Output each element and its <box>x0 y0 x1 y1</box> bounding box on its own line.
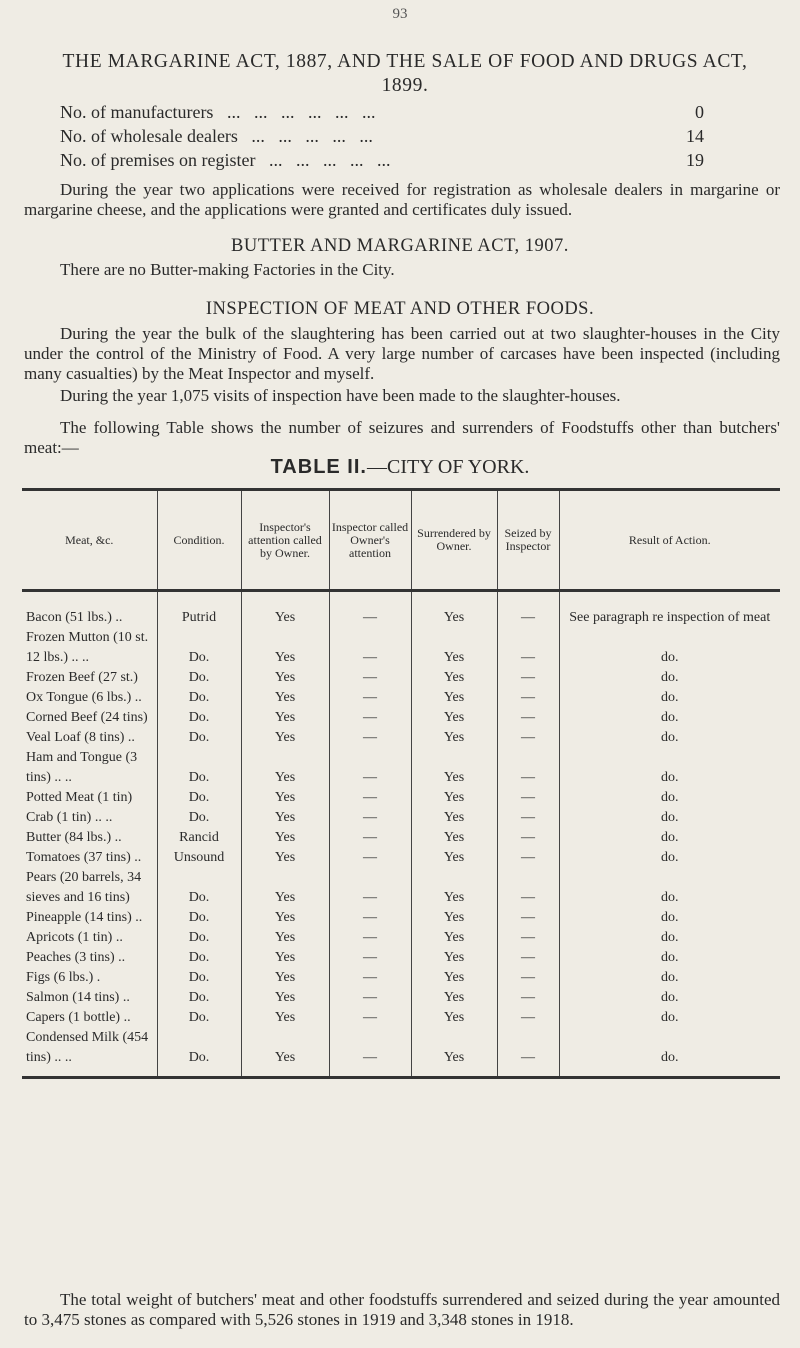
cell-seized: — <box>497 808 559 828</box>
cell-seized: — <box>497 948 559 968</box>
registration-counts <box>60 100 760 172</box>
cell-surrendered: Yes <box>411 591 497 629</box>
registration-paragraph: During the year two applications were received for registration as wholesale dealers in margarine or margarine cheese, and the applications were granted and certificates duly issued. <box>24 180 780 219</box>
count-row-wholesale-dealers <box>60 124 760 148</box>
cell-owner-attention: — <box>329 708 411 728</box>
count-value: 19 <box>686 150 704 170</box>
cell-inspector-attention: Yes <box>241 708 329 728</box>
cell-meat: Salmon (14 tins) .. <box>26 990 130 1005</box>
butter-act-heading: BUTTER AND MARGARINE ACT, 1907. <box>231 236 569 256</box>
cell-owner-attention: — <box>329 688 411 708</box>
cell-seized: — <box>497 748 559 788</box>
table-row <box>22 828 780 848</box>
table-row <box>22 868 780 908</box>
slaughter-paragraph: During the year the bulk of the slaughtering has been carried out at two slaughter-houses in the City under the control of the Ministry of Food. A very large number of carcases have been inspected (including many casualties) by the Meat Inspector and myself. <box>24 324 780 383</box>
count-value: 0 <box>695 102 704 122</box>
inspection-heading: INSPECTION OF MEAT AND OTHER FOODS. <box>205 299 595 319</box>
table-row <box>22 728 780 748</box>
cell-owner-attention: — <box>329 928 411 948</box>
cell-owner-attention: — <box>329 668 411 688</box>
cell-condition: Do. <box>157 988 241 1008</box>
visits-paragraph: During the year 1,075 visits of inspection have been made to the slaughter-houses. <box>60 386 621 405</box>
cell-meat: Bacon (51 lbs.) .. <box>26 610 123 625</box>
table-body <box>22 591 780 1078</box>
cell-result: do. <box>559 968 780 988</box>
cell-result: do. <box>559 808 780 828</box>
cell-condition: Do. <box>157 1008 241 1028</box>
cell-meat: Veal Loaf (8 tins) .. <box>26 730 135 745</box>
cell-result: See paragraph re inspection of meat <box>559 591 780 629</box>
cell-meat: Apricots (1 tin) .. <box>26 930 123 945</box>
cell-seized: — <box>497 848 559 868</box>
cell-seized: — <box>497 628 559 668</box>
cell-condition: Do. <box>157 928 241 948</box>
cell-surrendered: Yes <box>411 708 497 728</box>
table-header-row <box>22 490 780 591</box>
cell-surrendered: Yes <box>411 748 497 788</box>
cell-surrendered: Yes <box>411 988 497 1008</box>
cell-condition: Do. <box>157 1028 241 1078</box>
cell-condition: Do. <box>157 908 241 928</box>
cell-result: do. <box>559 1028 780 1078</box>
cell-seized: — <box>497 1008 559 1028</box>
table-row <box>22 748 780 788</box>
count-label: No. of premises on register ... ... ... ... ... <box>60 150 391 170</box>
total-weight-paragraph: The total weight of butchers' meat and other foodstuffs surrendered and seized during the year amounted to 3,475 stones as compared with 5,526 stones in 1919 and 3,348 stones in 1918. <box>24 1290 780 1329</box>
cell-owner-attention: — <box>329 848 411 868</box>
cell-inspector-attention: Yes <box>241 948 329 968</box>
cell-inspector-attention: Yes <box>241 1008 329 1028</box>
cell-result: do. <box>559 848 780 868</box>
cell-seized: — <box>497 968 559 988</box>
cell-result: do. <box>559 948 780 968</box>
table-row <box>22 988 780 1008</box>
cell-result: do. <box>559 688 780 708</box>
cell-surrendered: Yes <box>411 828 497 848</box>
cell-seized: — <box>497 688 559 708</box>
seizures-table <box>22 488 780 1079</box>
cell-result: do. <box>559 788 780 808</box>
table-row <box>22 908 780 928</box>
cell-seized: — <box>497 668 559 688</box>
cell-inspector-attention: Yes <box>241 928 329 948</box>
cell-seized: — <box>497 928 559 948</box>
cell-meat: Peaches (3 tins) .. <box>26 950 126 965</box>
cell-result: do. <box>559 1008 780 1028</box>
cell-seized: — <box>497 728 559 748</box>
cell-surrendered: Yes <box>411 1028 497 1078</box>
cell-condition: Do. <box>157 688 241 708</box>
cell-surrendered: Yes <box>411 868 497 908</box>
cell-result: do. <box>559 628 780 668</box>
table-row <box>22 1028 780 1078</box>
margarine-act-heading: THE MARGARINE ACT, 1887, AND THE SALE OF FOOD AND DRUGS ACT, 1899. <box>62 51 748 96</box>
cell-inspector-attention: Yes <box>241 908 329 928</box>
cell-surrendered: Yes <box>411 948 497 968</box>
cell-meat: Frozen Mutton (10 st. 12 lbs.) .. .. <box>26 630 149 665</box>
cell-condition: Unsound <box>157 848 241 868</box>
cell-condition: Do. <box>157 808 241 828</box>
table-title-city: —CITY OF YORK. <box>366 456 530 478</box>
header-surrendered: Surrendered by Owner. <box>411 490 497 591</box>
cell-meat: Frozen Beef (27 st.) <box>26 670 138 685</box>
cell-result: do. <box>559 988 780 1008</box>
cell-seized: — <box>497 908 559 928</box>
cell-surrendered: Yes <box>411 1008 497 1028</box>
table-row <box>22 788 780 808</box>
cell-surrendered: Yes <box>411 908 497 928</box>
cell-result: do. <box>559 868 780 908</box>
cell-owner-attention: — <box>329 748 411 788</box>
cell-condition: Do. <box>157 708 241 728</box>
header-condition: Condition. <box>157 490 241 591</box>
cell-surrendered: Yes <box>411 728 497 748</box>
cell-meat: Pears (20 barrels, 34 sieves and 16 tins) <box>26 870 142 905</box>
cell-seized: — <box>497 708 559 728</box>
cell-inspector-attention: Yes <box>241 728 329 748</box>
cell-inspector-attention: Yes <box>241 988 329 1008</box>
table-row <box>22 928 780 948</box>
cell-inspector-attention: Yes <box>241 788 329 808</box>
cell-result: do. <box>559 748 780 788</box>
cell-result: do. <box>559 828 780 848</box>
table-row <box>22 968 780 988</box>
cell-condition: Do. <box>157 968 241 988</box>
table-intro-paragraph: The following Table shows the number of seizures and surrenders of Foodstuffs other than butchers' meat:— <box>24 418 780 457</box>
count-label: No. of manufacturers ... ... ... ... ... ... <box>60 102 376 122</box>
cell-owner-attention: — <box>329 591 411 629</box>
page-number: 93 <box>392 6 408 22</box>
cell-seized: — <box>497 591 559 629</box>
cell-owner-attention: — <box>329 948 411 968</box>
cell-condition: Do. <box>157 748 241 788</box>
cell-seized: — <box>497 988 559 1008</box>
cell-inspector-attention: Yes <box>241 1028 329 1078</box>
cell-owner-attention: — <box>329 788 411 808</box>
cell-surrendered: Yes <box>411 968 497 988</box>
cell-inspector-attention: Yes <box>241 668 329 688</box>
cell-owner-attention: — <box>329 908 411 928</box>
cell-inspector-attention: Yes <box>241 968 329 988</box>
cell-condition: Do. <box>157 788 241 808</box>
cell-meat: Figs (6 lbs.) . <box>26 970 101 985</box>
table-row <box>22 688 780 708</box>
cell-condition: Do. <box>157 668 241 688</box>
cell-surrendered: Yes <box>411 688 497 708</box>
cell-owner-attention: — <box>329 728 411 748</box>
cell-condition: Do. <box>157 948 241 968</box>
count-row-manufacturers <box>60 100 760 124</box>
cell-condition: Rancid <box>157 828 241 848</box>
cell-seized: — <box>497 788 559 808</box>
cell-surrendered: Yes <box>411 788 497 808</box>
cell-owner-attention: — <box>329 628 411 668</box>
cell-meat: Butter (84 lbs.) .. <box>26 830 122 845</box>
table-row <box>22 848 780 868</box>
cell-result: do. <box>559 668 780 688</box>
cell-seized: — <box>497 868 559 908</box>
cell-meat: Ham and Tongue (3 tins) .. .. <box>26 750 138 785</box>
table-row <box>22 591 780 629</box>
count-value: 14 <box>686 126 704 146</box>
cell-meat: Pineapple (14 tins) .. <box>26 910 143 925</box>
header-seized: Seized by Inspector <box>497 490 559 591</box>
cell-condition: Do. <box>157 868 241 908</box>
cell-meat: Corned Beef (24 tins) <box>26 710 148 725</box>
table-title-number: TABLE II. <box>270 456 367 478</box>
cell-seized: — <box>497 828 559 848</box>
cell-meat: Capers (1 bottle) .. <box>26 1010 131 1025</box>
cell-result: do. <box>559 908 780 928</box>
cell-result: do. <box>559 708 780 728</box>
cell-surrendered: Yes <box>411 848 497 868</box>
cell-inspector-attention: Yes <box>241 828 329 848</box>
cell-seized: — <box>497 1028 559 1078</box>
table-title <box>0 456 800 479</box>
cell-inspector-attention: Yes <box>241 628 329 668</box>
header-owner-attention: Inspector called Owner's attention <box>329 490 411 591</box>
cell-result: do. <box>559 928 780 948</box>
table-row <box>22 628 780 668</box>
cell-surrendered: Yes <box>411 808 497 828</box>
cell-condition: Do. <box>157 628 241 668</box>
table-row <box>22 708 780 728</box>
cell-meat: Condensed Milk (454 tins) .. .. <box>22 1028 157 1078</box>
header-inspector-attention: Inspector's attention called by Owner. <box>241 490 329 591</box>
cell-meat: Crab (1 tin) .. .. <box>26 810 113 825</box>
cell-inspector-attention: Yes <box>241 848 329 868</box>
cell-inspector-attention: Yes <box>241 591 329 629</box>
cell-surrendered: Yes <box>411 668 497 688</box>
cell-owner-attention: — <box>329 1008 411 1028</box>
butter-paragraph: There are no Butter-making Factories in the City. <box>60 260 395 279</box>
cell-inspector-attention: Yes <box>241 688 329 708</box>
cell-meat: Potted Meat (1 tin) <box>26 790 133 805</box>
cell-inspector-attention: Yes <box>241 808 329 828</box>
cell-meat: Tomatoes (37 tins) .. <box>26 850 142 865</box>
table-row <box>22 1008 780 1028</box>
count-label: No. of wholesale dealers ... ... ... ... ... <box>60 126 373 146</box>
header-meat: Meat, &c. <box>22 490 157 591</box>
cell-surrendered: Yes <box>411 628 497 668</box>
cell-condition: Do. <box>157 728 241 748</box>
table-row <box>22 808 780 828</box>
cell-owner-attention: — <box>329 808 411 828</box>
cell-owner-attention: — <box>329 968 411 988</box>
table-row <box>22 948 780 968</box>
cell-result: do. <box>559 728 780 748</box>
cell-inspector-attention: Yes <box>241 868 329 908</box>
cell-meat: Ox Tongue (6 lbs.) .. <box>26 690 142 705</box>
cell-owner-attention: — <box>329 868 411 908</box>
count-row-premises <box>60 148 760 172</box>
cell-owner-attention: — <box>329 828 411 848</box>
header-result: Result of Action. <box>559 490 780 591</box>
cell-condition: Putrid <box>157 591 241 629</box>
cell-owner-attention: — <box>329 988 411 1008</box>
cell-owner-attention: — <box>329 1028 411 1078</box>
cell-inspector-attention: Yes <box>241 748 329 788</box>
cell-surrendered: Yes <box>411 928 497 948</box>
table-row <box>22 668 780 688</box>
